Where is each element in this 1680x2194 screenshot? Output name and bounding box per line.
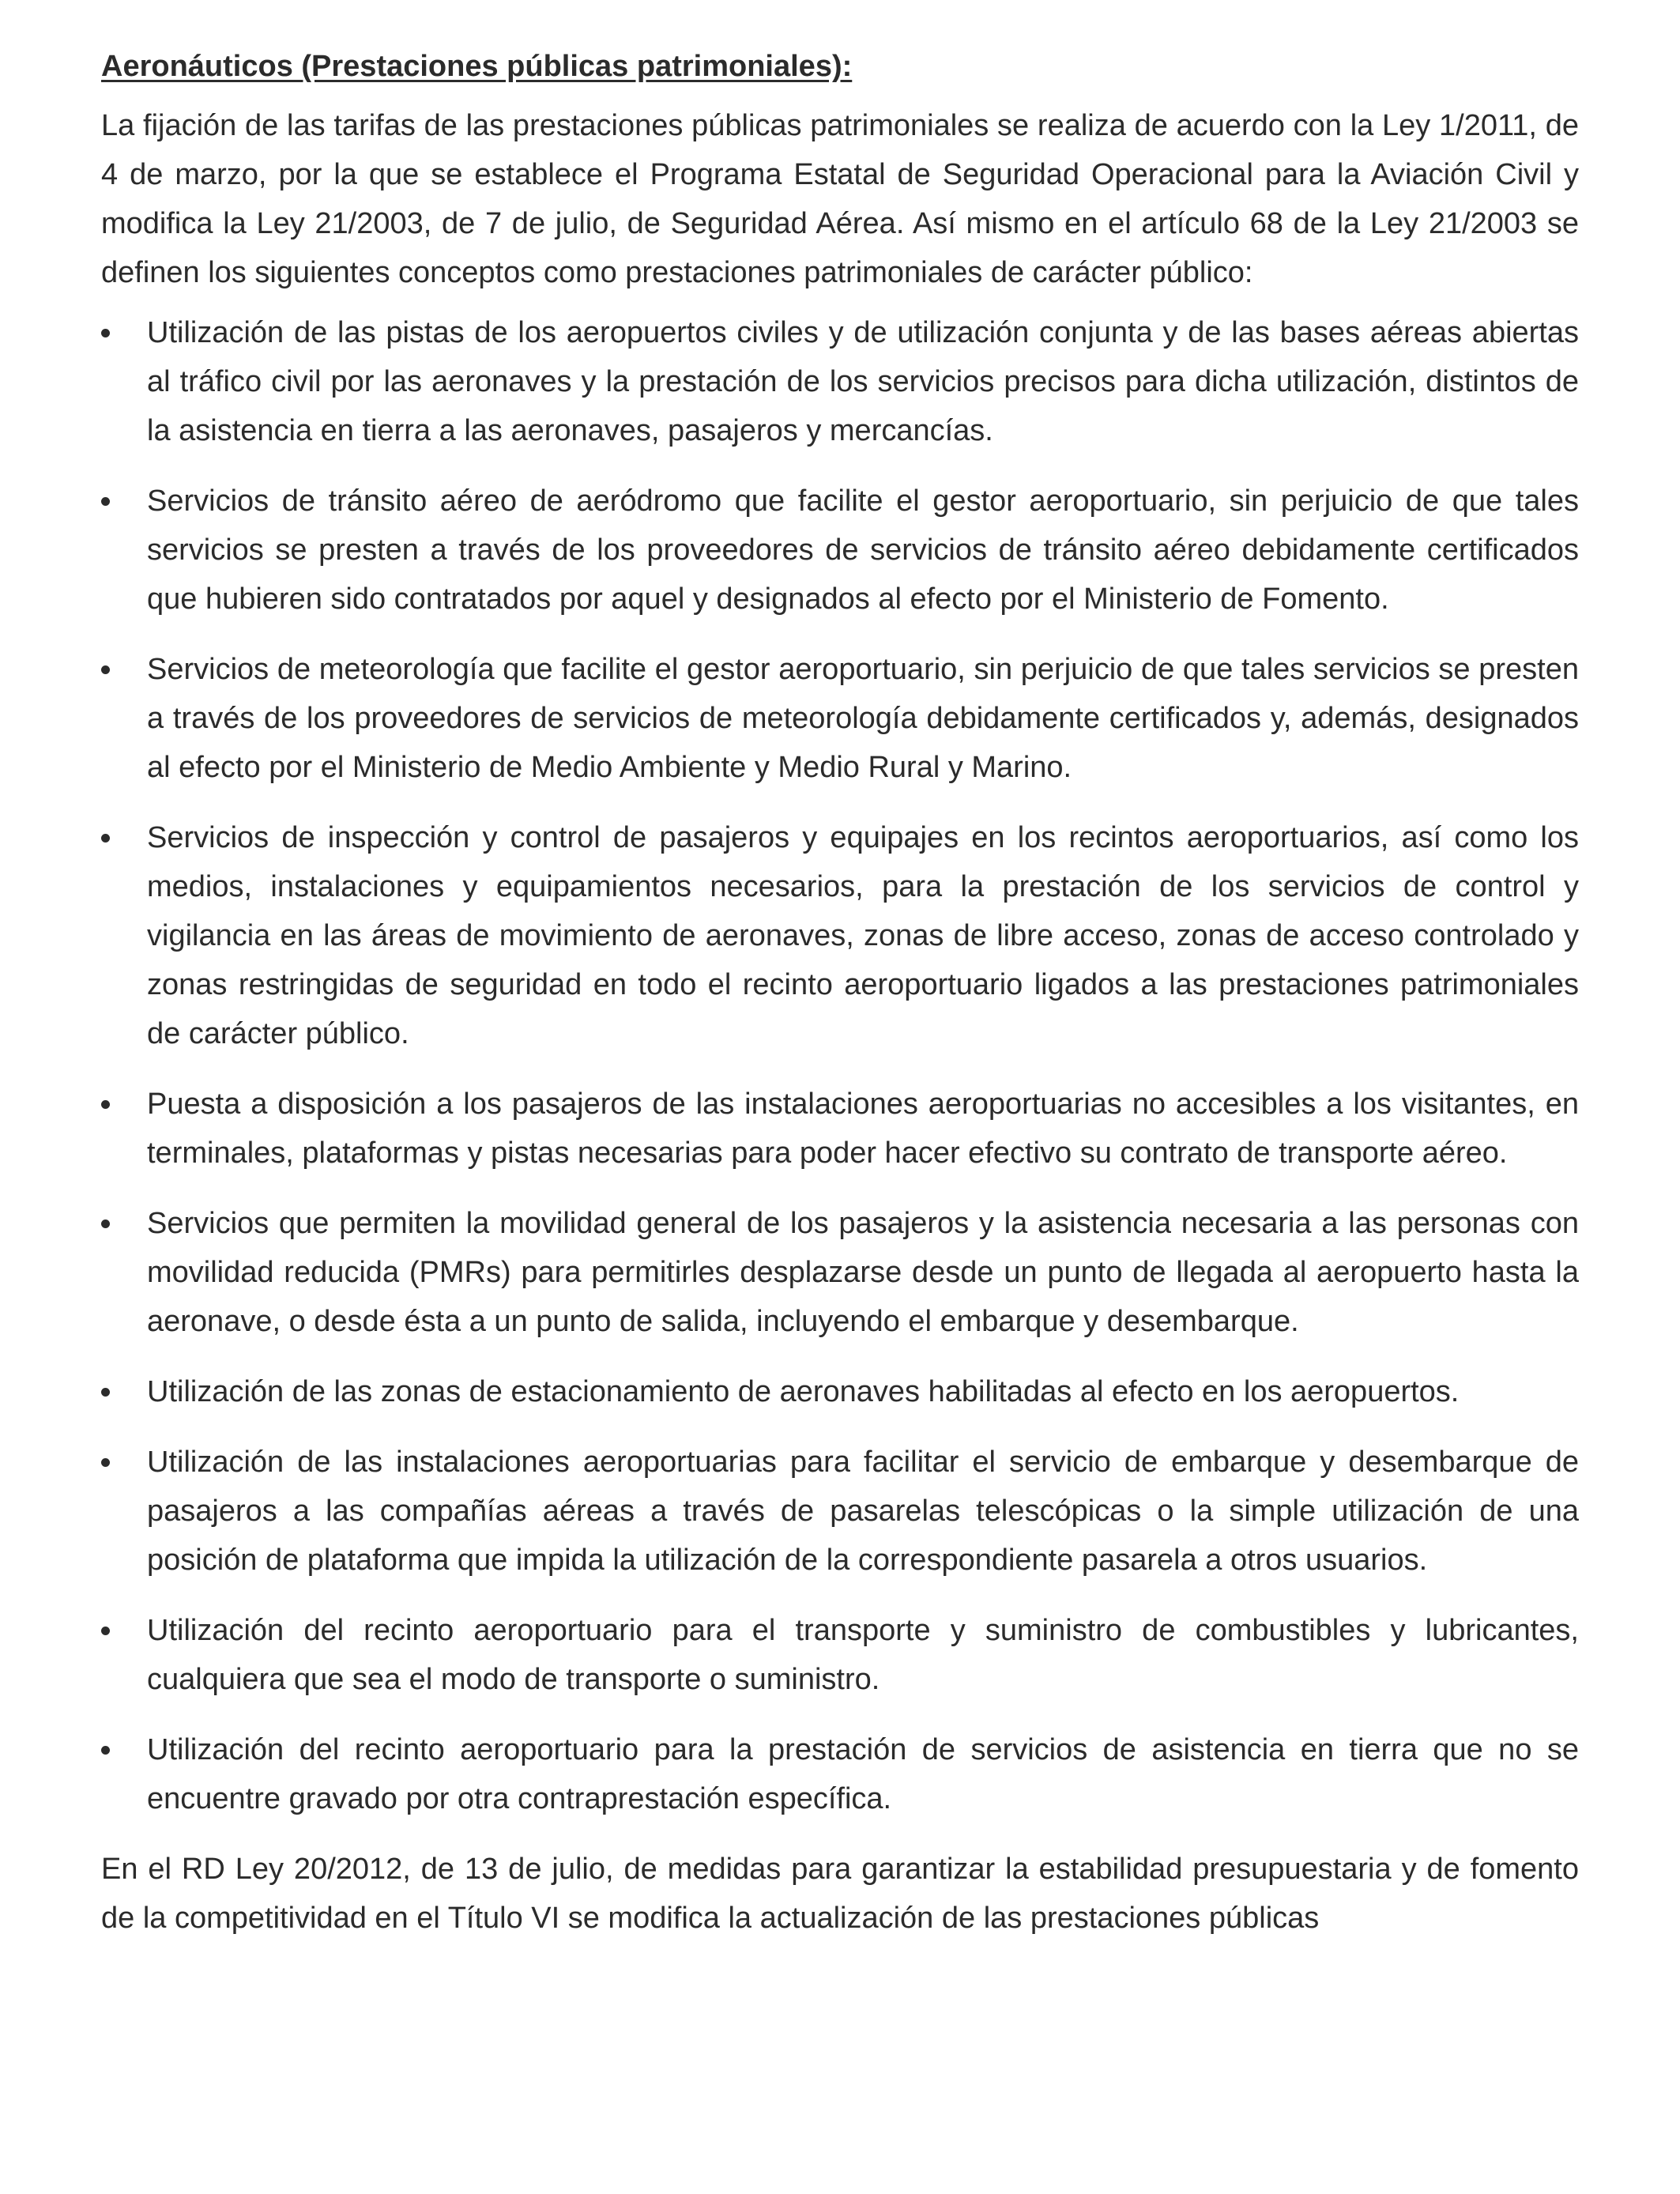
list-item bbox=[101, 645, 1579, 792]
list-item-text: Puesta a disposición a los pasajeros de las instalaciones aeroportuarias no accesibles a los visitantes, en terminales, plataformas y pistas necesarias para poder hacer efectivo su contrato de transporte aéreo. bbox=[147, 1088, 1579, 1170]
list-item bbox=[101, 308, 1579, 455]
list-item-text: Servicios de tránsito aéreo de aeródromo que facilite el gestor aeroportuario, sin perjuicio de que tales servicios se presten a través de los proveedores de servicios de tránsito aéreo debidamente certificados que hubieren sido contratados por aquel y designados al efecto por el Ministerio de Fomento. bbox=[147, 484, 1579, 616]
bullet-icon bbox=[101, 497, 110, 506]
bullet-icon bbox=[101, 1458, 110, 1467]
list-item-text: Servicios de inspección y control de pasajeros y equipajes en los recintos aeroportuarios, así como los medios, instalaciones y equipamientos necesarios, para la prestación de los servicios de control y vigilancia en las áreas de movimiento de aeronaves, zonas de libre acceso, zonas de acceso controlado y zonas restringidas de seguridad en todo el recinto aeroportuario ligados a las prestaciones patrimoniales de carácter público. bbox=[147, 821, 1579, 1050]
bullet-icon bbox=[101, 1627, 110, 1635]
list-item-text: Utilización de las pistas de los aeropuertos civiles y de utilización conjunta y de las bases aéreas abiertas al tráfico civil por las aeronaves y la prestación de los servicios precisos para dicha utilización, distintos de la asistencia en tierra a las aeronaves, pasajeros y mercancías. bbox=[147, 316, 1579, 447]
list-item bbox=[101, 1438, 1579, 1585]
list-item-text: Utilización de las zonas de estacionamiento de aeronaves habilitadas al efecto en los aeropuertos. bbox=[147, 1375, 1460, 1408]
bullet-icon bbox=[101, 834, 110, 843]
list-item-text: Utilización de las instalaciones aeroportuarias para facilitar el servicio de embarque y desembarque de pasajeros a las compañías aéreas a través de pasarelas telescópicas o la simple utilización de una posición de plataforma que impida la utilización de la correspondiente pasarela a otros usuarios. bbox=[147, 1446, 1579, 1577]
bullet-icon bbox=[101, 1746, 110, 1755]
list-item bbox=[101, 813, 1579, 1058]
document-page bbox=[101, 41, 1579, 1954]
bullet-icon bbox=[101, 1388, 110, 1397]
list-item bbox=[101, 477, 1579, 624]
intro-paragraph: La fijación de las tarifas de las prestaciones públicas patrimoniales se realiza de acuerdo con la Ley 1/2011, de 4 de marzo, por la que se establece el Programa Estatal de Seguridad Operacional para la Aviación Civil y modifica la Ley 21/2003, de 7 de julio, de Seguridad Aérea. Así mismo en el artículo 68 de la Ley 21/2003 se definen los siguientes conceptos como prestaciones patrimoniales de carácter público: bbox=[101, 109, 1579, 289]
list-item bbox=[101, 1367, 1579, 1416]
bullet-icon bbox=[101, 665, 110, 674]
section-heading: Aeronáuticos (Prestaciones públicas patrimoniales): bbox=[101, 50, 853, 83]
list-item bbox=[101, 1606, 1579, 1704]
list-item-text: Servicios que permiten la movilidad general de los pasajeros y la asistencia necesaria a las personas con movilidad reducida (PMRs) para permitirles desplazarse desde un punto de llegada al aeropuerto hasta la aeronave, o desde ésta a un punto de salida, incluyendo el embarque y desembarque. bbox=[147, 1207, 1579, 1338]
bullet-icon bbox=[101, 1220, 110, 1228]
list-item-text: Servicios de meteorología que facilite el gestor aeroportuario, sin perjuicio de que tales servicios se presten a través de los proveedores de servicios de meteorología debidamente certificados y, además, designados al efecto por el Ministerio de Medio Ambiente y Medio Rural y Marino. bbox=[147, 653, 1579, 784]
bullet-icon bbox=[101, 329, 110, 337]
closing-paragraph: En el RD Ley 20/2012, de 13 de julio, de medidas para garantizar la estabilidad presupuestaria y de fomento de la competitividad en el Título VI se modifica la actualización de las prestaciones públicas bbox=[101, 1853, 1579, 1935]
list-item bbox=[101, 1199, 1579, 1346]
bullet-list bbox=[101, 308, 1579, 1823]
list-item bbox=[101, 1725, 1579, 1823]
list-item-text: Utilización del recinto aeroportuario para la prestación de servicios de asistencia en tierra que no se encuentre gravado por otra contraprestación específica. bbox=[147, 1733, 1579, 1815]
list-item bbox=[101, 1080, 1579, 1178]
bullet-icon bbox=[101, 1100, 110, 1109]
list-item-text: Utilización del recinto aeroportuario para el transporte y suministro de combustibles y lubricantes, cualquiera que sea el modo de transporte o suministro. bbox=[147, 1614, 1579, 1696]
